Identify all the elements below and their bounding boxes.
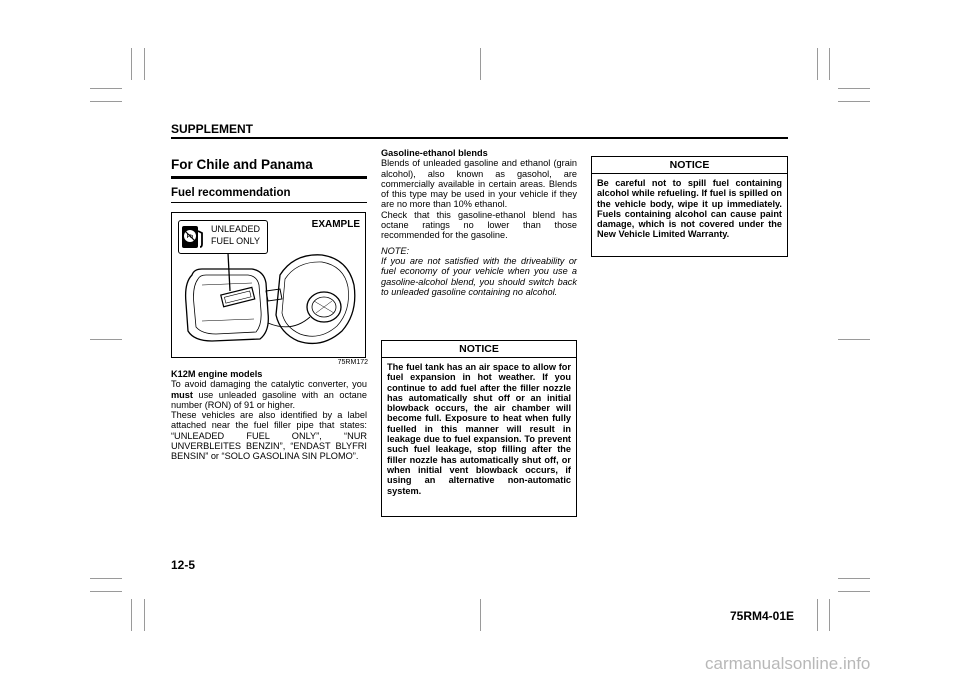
page-number: 12-5 <box>171 558 196 572</box>
k12m-paragraph-1: To avoid damaging the catalytic converter, you must use unleaded gasoline with an octane number (RON) of 91 or higher. <box>171 379 367 410</box>
k12m-heading: K12M engine models <box>171 369 263 379</box>
notice-fuel-expansion <box>381 340 577 517</box>
k12m-paragraph-2: These vehicles are also identified by a label attached near the fuel filler pipe that states: “UNLEADED FUEL ONLY”, “NUR UNVERBLEITES BENZIN”, “ENDAST BLYFRI BENSIN” or “SOLO GASOLINA SIN PLOMO”. <box>171 410 367 462</box>
page-title: For Chile and Panama <box>171 157 313 172</box>
note-text: If you are not satisfied with the driveability or fuel economy of your vehicle when you use a gasoline-alcohol blend, you should switch back to unleaded gasoline containing no alcohol. <box>381 255 577 297</box>
blends-heading: Gasoline-ethanol blends <box>381 148 488 158</box>
fuel-pump-icon <box>181 224 205 250</box>
fuel-filler-illustration <box>171 212 366 358</box>
title-rule <box>171 176 367 179</box>
notice-body: Be careful not to spill fuel containing alcohol while refueling. If fuel is spilled on the vehicle body, wipe it up immediately. Fuels containing alcohol can cause paint damage, which is not covered under the New Vehicle Limited Warranty. <box>597 178 782 240</box>
section-subtitle: Fuel recommendation <box>171 187 291 199</box>
notice-body: The fuel tank has an air space to allow for fuel expansion in hot weather. If you continue to add fuel after the filler nozzle has automatically shut off or an initial blowback occurs, the air chamber will become full. Exposure to heat when fully fuelled in this manner will result in leakage due to fuel expansion. To prevent such fuel leakage, stop filling after the filler nozzle has automatically shut off, or when initial vent blowback occurs, if using an alternative non-automatic system. <box>387 362 571 496</box>
figure-code: 75RM172 <box>337 359 368 366</box>
note-label: NOTE: <box>381 245 410 256</box>
notice-alcohol-spill <box>591 156 788 257</box>
blends-paragraph-1: Blends of unleaded gasoline and ethanol (grain alcohol), also known as gasohol, are commercially available in certain areas. Blends of this type may be used in your vehicle if they are no more than 10% ethanol. <box>381 158 577 210</box>
subtitle-rule <box>171 202 367 203</box>
blends-paragraph-2: Check that this gasoline-ethanol blend has octane ratings no lower than those recommended for the gasoline. <box>381 209 577 241</box>
notice-title: NOTICE <box>382 341 576 358</box>
section-title: SUPPLEMENT <box>171 122 254 136</box>
example-tag: EXAMPLE <box>311 219 360 230</box>
document-code: 75RM4-01E <box>730 609 795 623</box>
svg-text:Pb: Pb <box>186 234 194 240</box>
label-line-1: UNLEADED <box>211 224 261 234</box>
column-1-text <box>171 369 367 462</box>
watermark: carmanualsonline.info <box>705 654 871 673</box>
column-2-text <box>381 148 577 297</box>
unleaded-fuel-label <box>178 220 268 254</box>
header-rule <box>171 137 788 139</box>
notice-title: NOTICE <box>592 157 787 174</box>
label-line-2: FUEL ONLY <box>211 236 261 246</box>
